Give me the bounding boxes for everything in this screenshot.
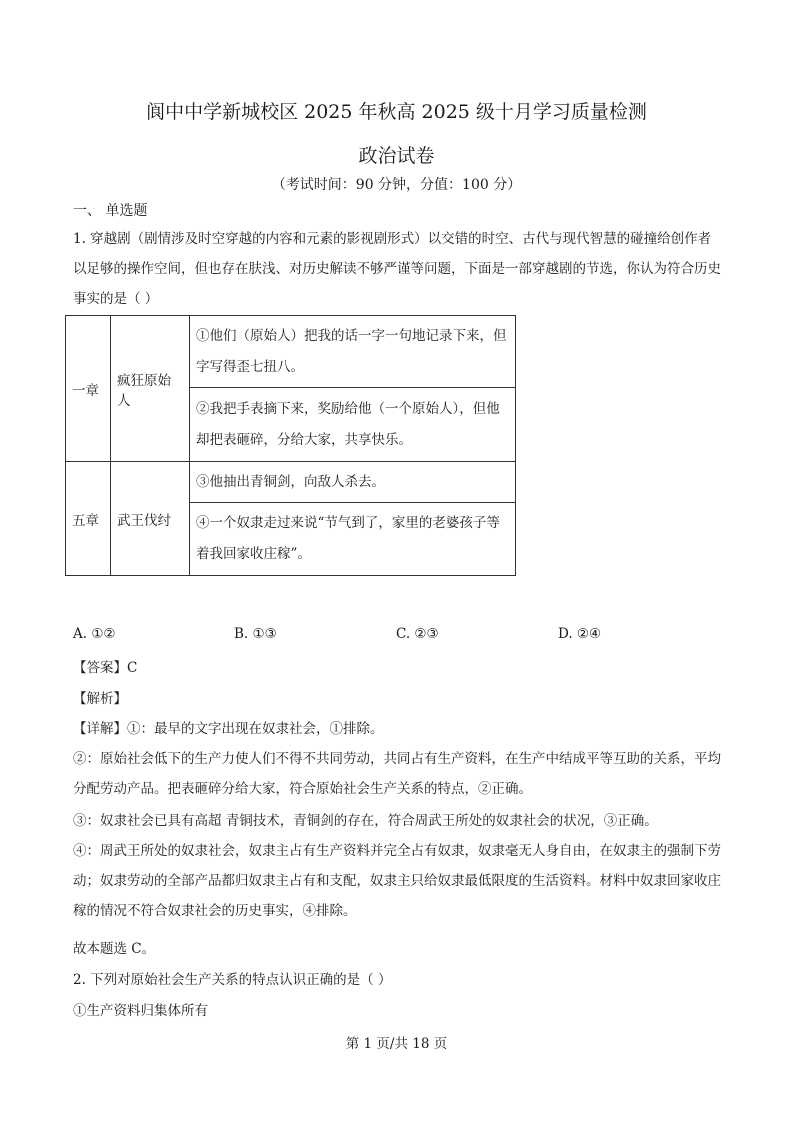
explanation-1: 【详解】①：最早的文字出现在奴隶社会，①排除。 [73, 721, 384, 737]
question-2-stem: 2. 下列对原始社会生产关系的特点认识正确的是（ ） [73, 972, 392, 988]
statement-cell: ③他抽出青铜剑，向敌人杀去。 [190, 462, 516, 503]
option-b: B. ①③ [234, 626, 277, 642]
explanation-3: ③：奴隶社会已具有高超 青铜技术，青铜剑的存在，符合周武王所处的奴隶社会的状况，③正确。 [73, 813, 658, 829]
explanation-2: ②：原始社会低下的生产力使人们不得不共同劳动，共同占有生产资料，在生产中结成平等互助的关系，平均分配劳动产品。把表砸碎分给大家，符合原始社会生产关系的特点，②正确。 [73, 751, 721, 797]
conclusion: 故本题选 C。 [73, 941, 156, 957]
statement-cell: ①他们（原始人）把我的话一字一句地记录下来，但字写得歪七扭八。 [190, 316, 516, 388]
statement-cell: ④一个奴隶走过来说“节气到了，家里的老婆孩子等着我回家收庄稼”。 [190, 503, 516, 576]
section-heading: 一、 单选题 [73, 203, 148, 219]
exam-title: 阆中中学新城校区 2025 年秋高 2025 级十月学习质量检测 [146, 101, 647, 123]
exam-info: （考试时间：90 分钟，分值：100 分） [271, 177, 522, 193]
analysis-label: 【解析】 [73, 691, 127, 707]
question-1-stem: 1. 穿越剧（剧情涉及时空穿越的内容和元素的影视剧形式）以交错的时空、古代与现代智慧的碰撞给创作者以足够的操作空间，但也存在肤浅、对历史解读不够严谨等问题，下面是一部穿越剧的节选，你认为符合历史事实的是（ ） [73, 231, 721, 307]
statement-cell: ②我把手表摘下来，奖励给他（一个原始人），但他却把表砸碎，分给大家，共享快乐。 [190, 388, 516, 462]
chapter-cell: 一章 [66, 316, 111, 462]
chapter-name-cell: 武王伐纣 [111, 462, 190, 576]
table-row [66, 462, 516, 503]
explanation-4: ④：周武王所处的奴隶社会，奴隶主占有生产资料并完全占有奴隶，奴隶毫无人身自由，在奴隶主的强制下劳动；奴隶劳动的全部产品都归奴隶主占有和支配，奴隶主只给奴隶最低限度的生活资料。材料中奴隶回家收庄稼的情况不符合奴隶社会的历史事实，④排除。 [73, 843, 721, 919]
chapter-cell: 五章 [66, 462, 111, 576]
option-c: C. ②③ [396, 626, 439, 642]
exam-subject: 政治试卷 [358, 145, 435, 167]
question-2-item-1: ①生产资料归集体所有 [73, 1003, 208, 1019]
question-1-table [65, 315, 516, 576]
page-number: 第 1 页/共 18 页 [345, 1036, 448, 1052]
chapter-name-cell: 疯狂原始人 [111, 316, 190, 462]
option-d: D. ②④ [558, 626, 602, 642]
option-a: A. ①② [73, 626, 116, 642]
answer-label: 【答案】C [73, 660, 138, 676]
table-row [66, 316, 516, 388]
